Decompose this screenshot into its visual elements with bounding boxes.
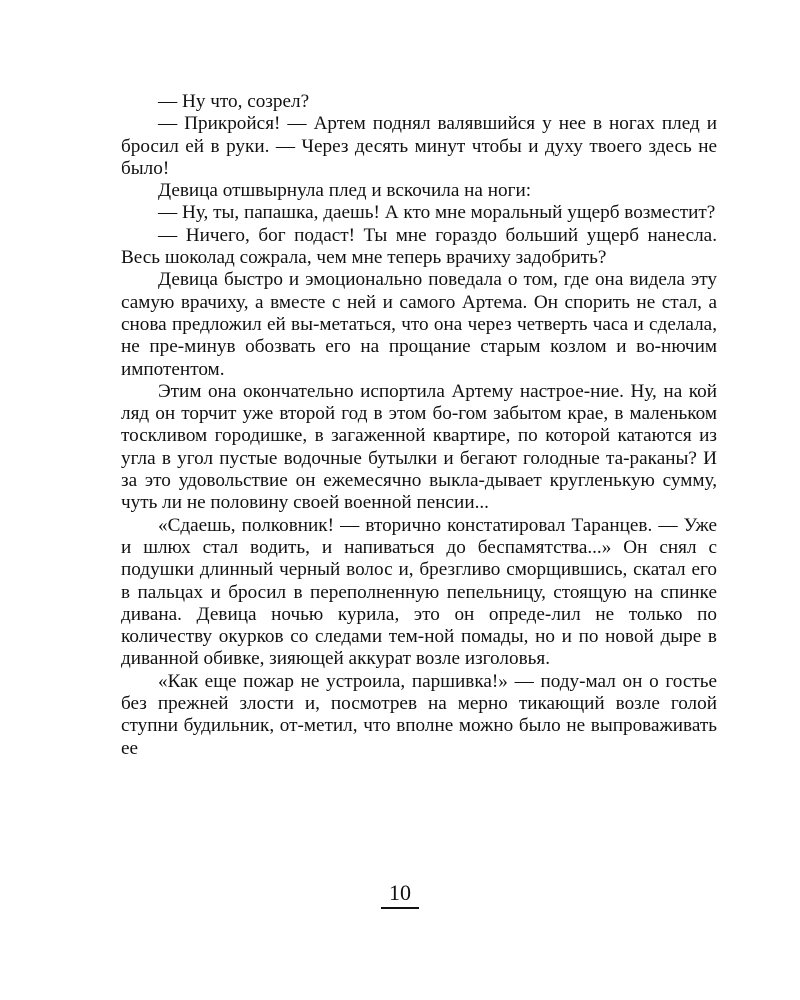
paragraph: — Ну что, созрел? bbox=[158, 91, 310, 112]
paragraph: «Сдаешь, полковник! — вторично констатировал Таранцев. — Уже и шлюх стал водить, и напиваться до беспамятства...» Он снял с подушки длинный черный волос и, брезгливо сморщившись, скатал его в пальцах и бросил в переполненную пепельницу, стоящую на спинке дивана. Девица ночью курила, это он опреде-лил не только по количеству окурков со следами тем-ной помады, но и по новой дыре в диванной обивке, зияющей аккурат возле изголовья. bbox=[121, 514, 717, 670]
paragraph: — Ну, ты, папашка, даешь! А кто мне моральный ущерб возместит? bbox=[158, 202, 716, 224]
paragraph: «Как еще пожар не устроила, паршивка!» — поду-мал он о гостье без прежней злости и, посмотрев на мерно тикающий возле голой ступни будильник, от-метил, что вполне можно было не выпроваживать ее bbox=[121, 670, 717, 759]
body-text bbox=[121, 91, 717, 760]
paragraph: Этим она окончательно испортила Артему настрое-ние. Ну, на кой ляд он торчит уже второй год в этом бо-гом забытом крае, в маленьком тоскливом городишке, в загаженной квартире, по которой катаются из угла в угол пустые водочные бутылки и бегают голодные та-раканы? И за это удовольствие он ежемесячно выкла-дывает кругленькую сумму, чуть ли не половину своей военной пенсии... bbox=[121, 380, 717, 514]
paragraph: — Прикройся! — Артем поднял валявшийся у нее в ногах плед и бросил ей в руки. — Через десять минут чтобы и духу твоего здесь не было! bbox=[121, 113, 717, 179]
paragraph: — Ничего, бог подаст! Ты мне гораздо больший ущерб нанесла. Весь шоколад сожрала, чем мне теперь врачиху задобрить? bbox=[121, 224, 717, 269]
paragraph: Девица отшвырнула плед и вскочила на ноги: bbox=[158, 180, 532, 202]
paragraph: Девица быстро и эмоционально поведала о том, где она видела эту самую врачиху, а вместе с ней и самого Артема. Он спорить не стал, а снова предложил ей вы-метаться, что она через четверть часа и сделала, не пре-минув обозвать его на прощание старым козлом и во-нючим импотентом. bbox=[121, 269, 717, 380]
page-number: 10 bbox=[381, 880, 419, 909]
page-footer bbox=[0, 880, 800, 909]
